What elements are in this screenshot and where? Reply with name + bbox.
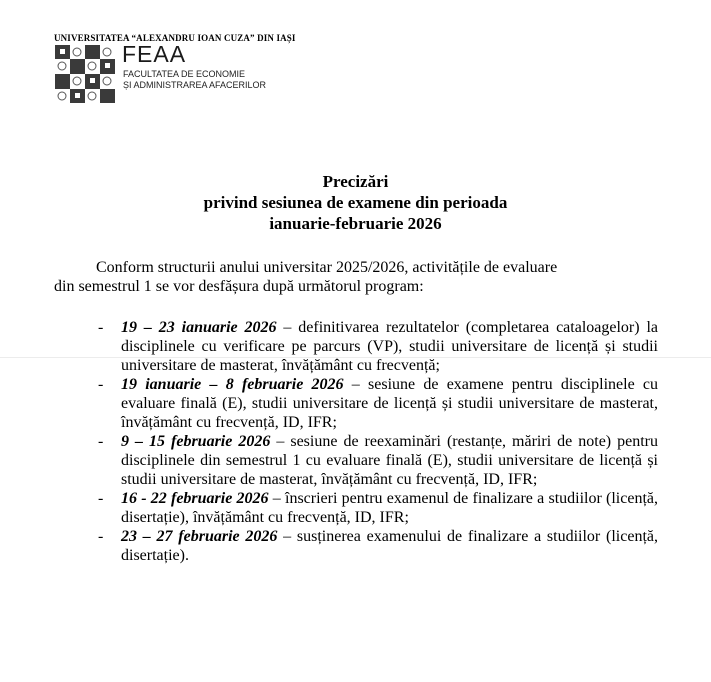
item-date: 19 – 23 ianuarie 2026 (121, 319, 277, 336)
item-text: – definitivarea rezultatelor (completarea cataloagelor) la disciplinele cu verificare pe parcurs (VP), studii universitare de licență și studii universitare de masterat, învățământ cu frecvență; (121, 319, 658, 374)
schedule-item (98, 318, 658, 375)
item-date: 23 – 27 februarie 2026 (121, 528, 278, 545)
list-bullet: - (98, 490, 104, 507)
item-text: – susținerea examenului de finalizare a studiilor (licență, disertație). (121, 528, 658, 564)
item-text: – înscrieri pentru examenul de finalizare a studiilor (licență, disertație), învățământ cu frecvență, ID, IFR; (121, 490, 658, 526)
list-bullet: - (98, 528, 104, 545)
faculty-logo-icon (55, 45, 115, 103)
item-text: – sesiune de reexaminări (restanțe, măriri de note) pentru disciplinele din semestrul 1 cu evaluare finală (E), studii universitare de licență și studii universitare de masterat, învățământ cu frecvență, ID, IFR; (121, 433, 659, 488)
list-bullet: - (98, 433, 104, 450)
title-line2: privind sesiunea de examene din perioada (203, 193, 508, 212)
item-date: 16 - 22 februarie 2026 (121, 490, 269, 507)
faculty-name-line1: FACULTATEA DE ECONOMIE (123, 69, 246, 79)
intro-line2: din semestrul 1 se vor desfășura după următorul program: (54, 278, 424, 295)
document-title (0, 171, 711, 234)
title-line3: ianuarie-februarie 2026 (269, 214, 442, 233)
faculty-name-line2: ȘI ADMINISTRAREA AFACERILOR (123, 80, 267, 90)
list-bullet: - (98, 376, 104, 393)
university-name: UNIVERSITATEA “ALEXANDRU IOAN CUZA” DIN IAȘI (54, 33, 296, 43)
intro-paragraph (54, 258, 657, 296)
item-text: – sesiune de examene pentru disciplinele cu evaluare finală (E), studii universitare de licență și studii universitare de masterat, învățământ cu frecvență, ID, IFR; (121, 376, 659, 431)
schedule-item (98, 432, 658, 489)
faculty-name (123, 69, 266, 91)
letterhead (54, 33, 454, 113)
schedule-item (98, 527, 658, 565)
list-bullet: - (98, 319, 104, 336)
schedule-item (98, 375, 658, 432)
item-date: 19 ianuarie – 8 februarie 2026 (121, 376, 344, 393)
schedule-item (98, 489, 658, 527)
schedule-list (98, 318, 658, 565)
title-line1: Precizări (322, 172, 389, 191)
faculty-acronym: FEAA (122, 41, 187, 67)
item-date: 9 – 15 februarie 2026 (121, 433, 271, 450)
intro-line1: Conform structurii anului universitar 2025/2026, activitățile de evaluare (96, 259, 558, 276)
